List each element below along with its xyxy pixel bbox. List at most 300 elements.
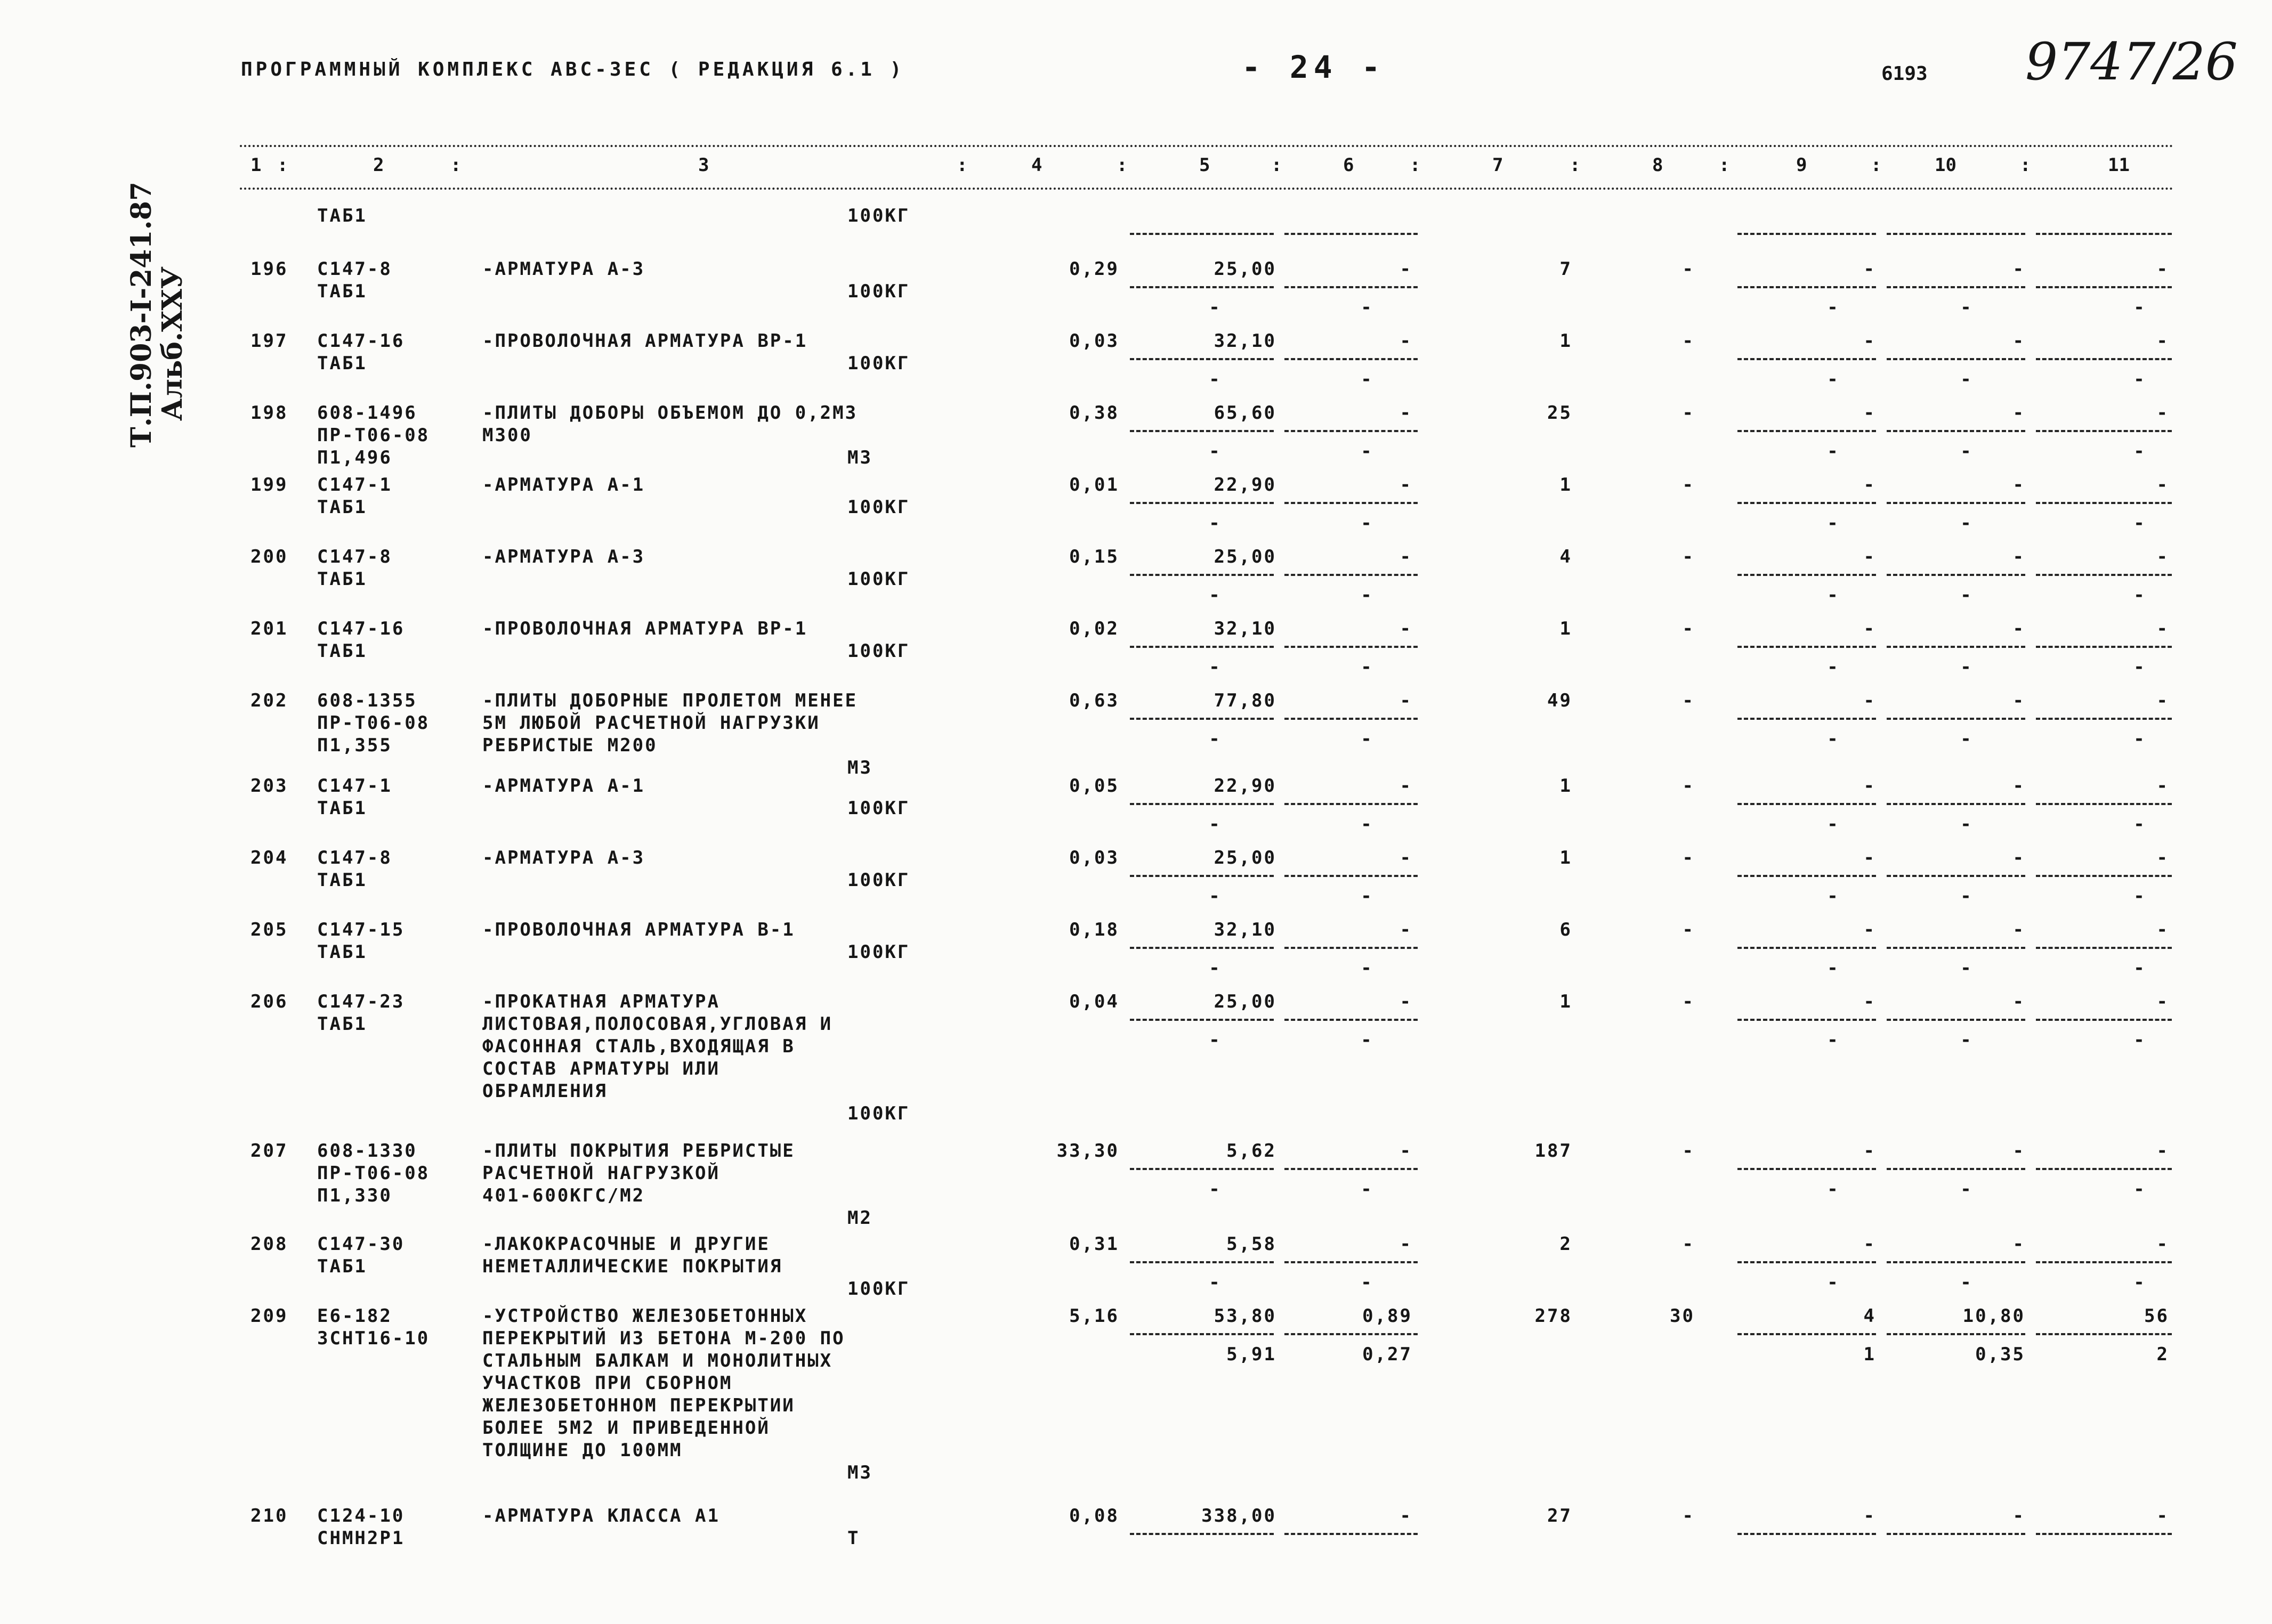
unit-of-measure: 100КГ [847, 569, 910, 590]
col9-lower-value: - [1827, 584, 1840, 606]
col11-value: - [2156, 474, 2169, 496]
column-header-10: 10 [1935, 155, 1956, 176]
col9-value: - [1863, 919, 1876, 940]
column-separator: : [2020, 155, 2031, 176]
col11-divider [2036, 1168, 2172, 1170]
column-header-11: 11 [2108, 155, 2130, 176]
norm-code: С147-16 [317, 618, 405, 639]
col9-divider [1737, 574, 1876, 576]
norm-code: Е6-182 [317, 1305, 392, 1327]
col9-divider [1737, 947, 1876, 949]
col8-value: - [1682, 919, 1695, 940]
col5-divider [1130, 803, 1274, 805]
col6-lower-value: - [1361, 886, 1373, 907]
row-number: 197 [250, 330, 288, 352]
row-number: 198 [250, 402, 288, 424]
col7-value: 1 [1559, 330, 1572, 352]
quantity-value: 0,01 [1069, 474, 1119, 496]
stamp-line-1: Т.П.903-I-241.87 [125, 181, 158, 448]
col11-divider [2036, 233, 2172, 235]
col10-lower-value: - [1960, 513, 1973, 534]
quantity-value: 0,08 [1069, 1505, 1119, 1526]
col11-divider [2036, 358, 2172, 360]
col9-lower-value: 1 [1863, 1344, 1876, 1365]
col5-divider [1130, 502, 1274, 504]
col9-divider [1737, 803, 1876, 805]
norm-code: 608-1330 [317, 1140, 417, 1162]
quantity-value: 0,02 [1069, 618, 1119, 639]
row-number: 208 [250, 1233, 288, 1255]
col11-lower-value: - [2133, 297, 2146, 318]
col5-divider [1130, 947, 1274, 949]
row-number: 200 [250, 546, 288, 567]
col9-lower-value: - [1827, 369, 1840, 390]
col11-divider [2036, 947, 2172, 949]
col10-value: - [2012, 1140, 2025, 1162]
col11-divider [2036, 502, 2172, 504]
col6-value: - [1400, 919, 1412, 940]
col11-divider [2036, 430, 2172, 432]
quantity-value: 0,04 [1069, 991, 1119, 1012]
col10-value: - [2012, 258, 2025, 280]
col10-value: - [2012, 330, 2025, 352]
work-description: ТОЛЩИНЕ ДО 100ММ [482, 1440, 683, 1461]
col10-lower-value: - [1960, 441, 1973, 462]
col5-divider [1130, 286, 1274, 288]
col10-divider [1887, 875, 2025, 877]
col5-value: 22,90 [1214, 775, 1276, 797]
norm-code: 608-1496 [317, 402, 417, 424]
col8-value: - [1682, 847, 1695, 868]
col9-divider [1737, 1533, 1876, 1535]
col9-divider [1737, 1168, 1876, 1170]
col7-value: 27 [1547, 1505, 1572, 1526]
col5-divider [1130, 233, 1274, 235]
col5-lower-value: - [1209, 728, 1222, 750]
unit-of-measure: М3 [847, 757, 872, 778]
column-header-4: 4 [1031, 155, 1042, 176]
norm-code: С147-8 [317, 847, 392, 868]
col8-value: - [1682, 618, 1695, 639]
stamp-line-2: Альб.XXУ [156, 266, 189, 421]
row-number: 204 [250, 847, 288, 868]
col11-lower-value: - [2133, 814, 2146, 835]
col9-divider [1737, 718, 1876, 720]
col10-divider [1887, 502, 2025, 504]
work-description: -УСТРОЙСТВО ЖЕЛЕЗОБЕТОННЫХ [482, 1305, 808, 1327]
quantity-value: 0,03 [1069, 847, 1119, 868]
col8-value: - [1682, 258, 1695, 280]
col9-value: - [1863, 1233, 1876, 1255]
col8-value: - [1682, 330, 1695, 352]
quantity-value: 0,05 [1069, 775, 1119, 797]
col9-lower-value: - [1827, 728, 1840, 750]
col9-value: - [1863, 402, 1876, 424]
col11-divider [2036, 803, 2172, 805]
col9-value: - [1863, 618, 1876, 639]
col8-value: - [1682, 1140, 1695, 1162]
unit-of-measure: 100КГ [847, 497, 910, 518]
col11-lower-value: - [2133, 957, 2146, 979]
col9-divider [1737, 1019, 1876, 1021]
col5-divider [1130, 718, 1274, 720]
col5-lower-value: - [1209, 886, 1222, 907]
col5-lower-value: - [1209, 1272, 1222, 1293]
norm-code: ТАБ1 [317, 1256, 367, 1277]
col6-value: - [1400, 474, 1412, 496]
col11-lower-value: - [2133, 513, 2146, 534]
col6-value: - [1400, 690, 1412, 711]
col10-lower-value: - [1960, 728, 1973, 750]
col10-divider [1887, 1261, 2025, 1263]
col9-divider [1737, 233, 1876, 235]
col10-value: - [2012, 847, 2025, 868]
norm-code: П1,330 [317, 1185, 392, 1206]
norm-code: ЗСНТ16-10 [317, 1328, 430, 1349]
col6-lower-value: - [1361, 513, 1373, 534]
col6-lower-value: - [1361, 584, 1373, 606]
col10-divider [1887, 286, 2025, 288]
col6-divider [1284, 286, 1418, 288]
col9-divider [1737, 430, 1876, 432]
album-stamp [93, 181, 195, 448]
column-separator: : [1117, 155, 1128, 176]
col7-value: 1 [1559, 847, 1572, 868]
col10-divider [1887, 1533, 2025, 1535]
norm-code: ПР-Т06-08 [317, 712, 430, 734]
col6-divider [1284, 502, 1418, 504]
col11-divider [2036, 1533, 2172, 1535]
col7-value: 7 [1559, 258, 1572, 280]
col11-value: - [2156, 402, 2169, 424]
col6-lower-value: - [1361, 814, 1373, 835]
col7-value: 49 [1547, 690, 1572, 711]
norm-code: С147-23 [317, 991, 405, 1012]
work-description: 401-600КГС/М2 [482, 1185, 645, 1206]
col9-divider [1737, 358, 1876, 360]
col9-value: - [1863, 1140, 1876, 1162]
col10-lower-value: - [1960, 369, 1973, 390]
col5-lower-value: - [1209, 513, 1222, 534]
col5-value: 25,00 [1214, 546, 1276, 567]
column-separator: : [1871, 155, 1882, 176]
row-number: 205 [250, 919, 288, 940]
column-separator: : [277, 155, 288, 176]
norm-code: С147-8 [317, 546, 392, 567]
col11-value: - [2156, 618, 2169, 639]
work-description: БОЛЕЕ 5М2 И ПРИВЕДЕННОЙ [482, 1417, 770, 1439]
col7-value: 1 [1559, 474, 1572, 496]
col6-value: - [1400, 991, 1412, 1012]
unit-of-measure: 100КГ [847, 798, 910, 819]
col5-divider [1130, 646, 1274, 648]
row-number: 210 [250, 1505, 288, 1526]
col8-value: - [1682, 546, 1695, 567]
col5-lower-value: - [1209, 369, 1222, 390]
quantity-value: 33,30 [1056, 1140, 1119, 1162]
work-description: -АРМАТУРА А-1 [482, 775, 645, 797]
col6-divider [1284, 1168, 1418, 1170]
col6-value: 0,89 [1362, 1305, 1412, 1327]
norm-code: ТАБ1 [317, 870, 367, 891]
norm-code: СНМН2Р1 [317, 1528, 405, 1549]
col6-divider [1284, 875, 1418, 877]
work-description: НЕМЕТАЛЛИЧЕСКИЕ ПОКРЫТИЯ [482, 1256, 783, 1277]
col6-divider [1284, 1533, 1418, 1535]
work-description: ЛИСТОВАЯ,ПОЛОСОВАЯ,УГЛОВАЯ И [482, 1013, 833, 1035]
col5-value: 338,00 [1201, 1505, 1276, 1526]
col7-value: 2 [1559, 1233, 1572, 1255]
work-description: ОБРАМЛЕНИЯ [482, 1081, 608, 1102]
column-separator: : [1570, 155, 1581, 176]
quantity-value: 0,29 [1069, 258, 1119, 280]
quantity-value: 0,63 [1069, 690, 1119, 711]
col5-lower-value: - [1209, 1029, 1222, 1051]
col11-divider [2036, 286, 2172, 288]
column-separator: : [450, 155, 462, 176]
work-description: УЧАСТКОВ ПРИ СБОРНОМ [482, 1373, 733, 1394]
col7-value: 1 [1559, 775, 1572, 797]
col5-lower-value: - [1209, 441, 1222, 462]
col8-value: - [1682, 474, 1695, 496]
col5-value: 5,58 [1226, 1233, 1276, 1255]
col11-lower-value: - [2133, 1272, 2146, 1293]
col9-divider [1737, 502, 1876, 504]
col10-lower-value: - [1960, 584, 1973, 606]
work-description: -АРМАТУРА А-3 [482, 847, 645, 868]
col6-lower-value: - [1361, 297, 1373, 318]
work-description: -АРМАТУРА А-1 [482, 474, 645, 496]
col7-value: 1 [1559, 991, 1572, 1012]
norm-code: С147-16 [317, 330, 405, 352]
col11-divider [2036, 718, 2172, 720]
program-header: ПРОГРАММНЫЙ КОМПЛЕКС АВС-3ЕС ( РЕДАКЦИЯ 6.1 ) [241, 59, 905, 80]
norm-code: С147-8 [317, 258, 392, 280]
work-description: РЕБРИСТЫЕ М200 [482, 735, 658, 756]
col6-lower-value: - [1361, 656, 1373, 678]
unit-of-measure: 100КГ [847, 1278, 910, 1300]
col11-lower-value: - [2133, 441, 2146, 462]
col10-value: - [2012, 991, 2025, 1012]
table-header-rule [240, 188, 2174, 190]
col11-divider [2036, 1019, 2172, 1021]
work-description: -ПЛИТЫ ДОБОРНЫЕ ПРОЛЕТОМ МЕНЕЕ [482, 690, 858, 711]
row-number: 196 [250, 258, 288, 280]
norm-code: ТАБ1 [317, 497, 367, 518]
col6-lower-value: - [1361, 957, 1373, 979]
col6-value: - [1400, 847, 1412, 868]
col11-value: - [2156, 847, 2169, 868]
col9-value: - [1863, 258, 1876, 280]
column-separator: : [957, 155, 968, 176]
col9-value: - [1863, 991, 1876, 1012]
col7-value: 6 [1559, 919, 1572, 940]
col6-value: - [1400, 1233, 1412, 1255]
col5-lower-value: - [1209, 584, 1222, 606]
col8-value: - [1682, 775, 1695, 797]
norm-code: 608-1355 [317, 690, 417, 711]
column-separator: : [1271, 155, 1282, 176]
col10-lower-value: - [1960, 957, 1973, 979]
col6-value: - [1400, 1140, 1412, 1162]
unit-of-measure: Т [847, 1528, 860, 1549]
col11-value: - [2156, 775, 2169, 797]
col5-lower-value: - [1209, 297, 1222, 318]
col11-lower-value: - [2133, 584, 2146, 606]
work-description: -ПЛИТЫ ПОКРЫТИЯ РЕБРИСТЫЕ [482, 1140, 795, 1162]
col11-divider [2036, 1333, 2172, 1335]
col5-value: 25,00 [1214, 258, 1276, 280]
col10-lower-value: - [1960, 1272, 1973, 1293]
col10-value: - [2012, 546, 2025, 567]
col11-lower-value: 2 [2156, 1344, 2169, 1365]
col9-value: - [1863, 546, 1876, 567]
col6-value: - [1400, 402, 1412, 424]
work-description: -АРМАТУРА А-3 [482, 546, 645, 567]
col9-value: - [1863, 474, 1876, 496]
col10-divider [1887, 358, 2025, 360]
col6-lower-value: - [1361, 441, 1373, 462]
norm-code: ТАБ1 [317, 353, 367, 374]
col9-lower-value: - [1827, 886, 1840, 907]
col11-value: - [2156, 1140, 2169, 1162]
col6-lower-value: 0,27 [1362, 1344, 1412, 1365]
col9-lower-value: - [1827, 1179, 1840, 1200]
col11-divider [2036, 646, 2172, 648]
col8-value: - [1682, 1505, 1695, 1526]
col11-value: - [2156, 330, 2169, 352]
col8-value: - [1682, 1233, 1695, 1255]
col9-value: 4 [1863, 1305, 1876, 1327]
col11-value: - [2156, 546, 2169, 567]
col10-lower-value: 0,35 [1975, 1344, 2025, 1365]
column-header-7: 7 [1492, 155, 1503, 176]
col5-lower-value: - [1209, 814, 1222, 835]
col7-value: 187 [1534, 1140, 1572, 1162]
unit-of-measure: 100КГ [847, 353, 910, 374]
col9-lower-value: - [1827, 297, 1840, 318]
work-description: -ПРОВОЛОЧНАЯ АРМАТУРА ВР-1 [482, 618, 808, 639]
col5-divider [1130, 875, 1274, 877]
col6-divider [1284, 1019, 1418, 1021]
col9-value: - [1863, 775, 1876, 797]
quantity-value: 0,03 [1069, 330, 1119, 352]
column-header-9: 9 [1796, 155, 1807, 176]
col8-value: 30 [1670, 1305, 1695, 1327]
row-number: 209 [250, 1305, 288, 1327]
column-header-8: 8 [1652, 155, 1663, 176]
norm-code: ПР-Т06-08 [317, 425, 430, 446]
quantity-value: 0,38 [1069, 402, 1119, 424]
col5-divider [1130, 1261, 1274, 1263]
col10-divider [1887, 646, 2025, 648]
col6-divider [1284, 358, 1418, 360]
col6-value: - [1400, 546, 1412, 567]
col6-divider [1284, 803, 1418, 805]
col9-value: - [1863, 847, 1876, 868]
col5-divider [1130, 574, 1274, 576]
work-description: -ПРОВОЛОЧНАЯ АРМАТУРА ВР-1 [482, 330, 808, 352]
quantity-value: 0,31 [1069, 1233, 1119, 1255]
col7-value: 278 [1534, 1305, 1572, 1327]
col5-value: 65,60 [1214, 402, 1276, 424]
col6-value: - [1400, 330, 1412, 352]
norm-code: ТАБ1 [317, 941, 367, 963]
col5-value: 32,10 [1214, 618, 1276, 639]
col10-divider [1887, 430, 2025, 432]
col10-value: - [2012, 775, 2025, 797]
col10-lower-value: - [1960, 1179, 1973, 1200]
handwritten-number: 9747/26 [2025, 32, 2238, 92]
col10-divider [1887, 1333, 2025, 1335]
work-description: 5М ЛЮБОЙ РАСЧЕТНОЙ НАГРУЗКИ [482, 712, 820, 734]
unit-of-measure: 100КГ [847, 870, 910, 891]
col10-lower-value: - [1960, 656, 1973, 678]
col10-value: - [2012, 474, 2025, 496]
col5-divider [1130, 1168, 1274, 1170]
col6-divider [1284, 718, 1418, 720]
col5-value: 25,00 [1214, 847, 1276, 868]
row-number: 207 [250, 1140, 288, 1162]
column-header-1: 1 [250, 155, 262, 176]
col5-value: 22,90 [1214, 474, 1276, 496]
norm-code: С147-15 [317, 919, 405, 940]
work-description: -АРМАТУРА КЛАССА А1 [482, 1505, 720, 1526]
col5-value: 25,00 [1214, 991, 1276, 1012]
col6-value: - [1400, 1505, 1412, 1526]
norm-code: ТАБ1 [317, 1013, 367, 1035]
col5-value: 5,62 [1226, 1140, 1276, 1162]
work-description: -ПРОВОЛОЧНАЯ АРМАТУРА В-1 [482, 919, 795, 940]
column-separator: : [1410, 155, 1421, 176]
column-header-3: 3 [698, 155, 709, 176]
norm-code: ТАБ1 [317, 281, 367, 302]
work-description: -ПРОКАТНАЯ АРМАТУРА [482, 991, 720, 1012]
work-description: -ЛАКОКРАСОЧНЫЕ И ДРУГИЕ [482, 1233, 770, 1255]
col5-lower-value: - [1209, 957, 1222, 979]
norm-code: ТАБ1 [317, 569, 367, 590]
col9-lower-value: - [1827, 441, 1840, 462]
unit-of-measure: 100КГ [847, 941, 910, 963]
col10-divider [1887, 574, 2025, 576]
col9-divider [1737, 646, 1876, 648]
col10-divider [1887, 1019, 2025, 1021]
col5-value: 77,80 [1214, 690, 1276, 711]
work-description: М300 [482, 425, 532, 446]
col7-value: 1 [1559, 618, 1572, 639]
row-number: 203 [250, 775, 288, 797]
col6-lower-value: - [1361, 728, 1373, 750]
col11-value: - [2156, 1505, 2169, 1526]
col7-value: 25 [1547, 402, 1572, 424]
col10-divider [1887, 1168, 2025, 1170]
quantity-value: 5,16 [1069, 1305, 1119, 1327]
table-top-rule [240, 145, 2174, 147]
norm-code: С147-1 [317, 775, 392, 797]
col9-divider [1737, 286, 1876, 288]
unit-of-measure: 100КГ [847, 205, 910, 226]
norm-code: С124-10 [317, 1505, 405, 1526]
col5-divider [1130, 358, 1274, 360]
work-description: СОСТАВ АРМАТУРЫ ИЛИ [482, 1058, 720, 1079]
norm-code: ТАБ1 [317, 640, 367, 662]
col6-value: - [1400, 618, 1412, 639]
col11-value: - [2156, 690, 2169, 711]
col6-divider [1284, 646, 1418, 648]
col10-divider [1887, 947, 2025, 949]
col11-value: - [2156, 1233, 2169, 1255]
column-separator: : [1719, 155, 1730, 176]
